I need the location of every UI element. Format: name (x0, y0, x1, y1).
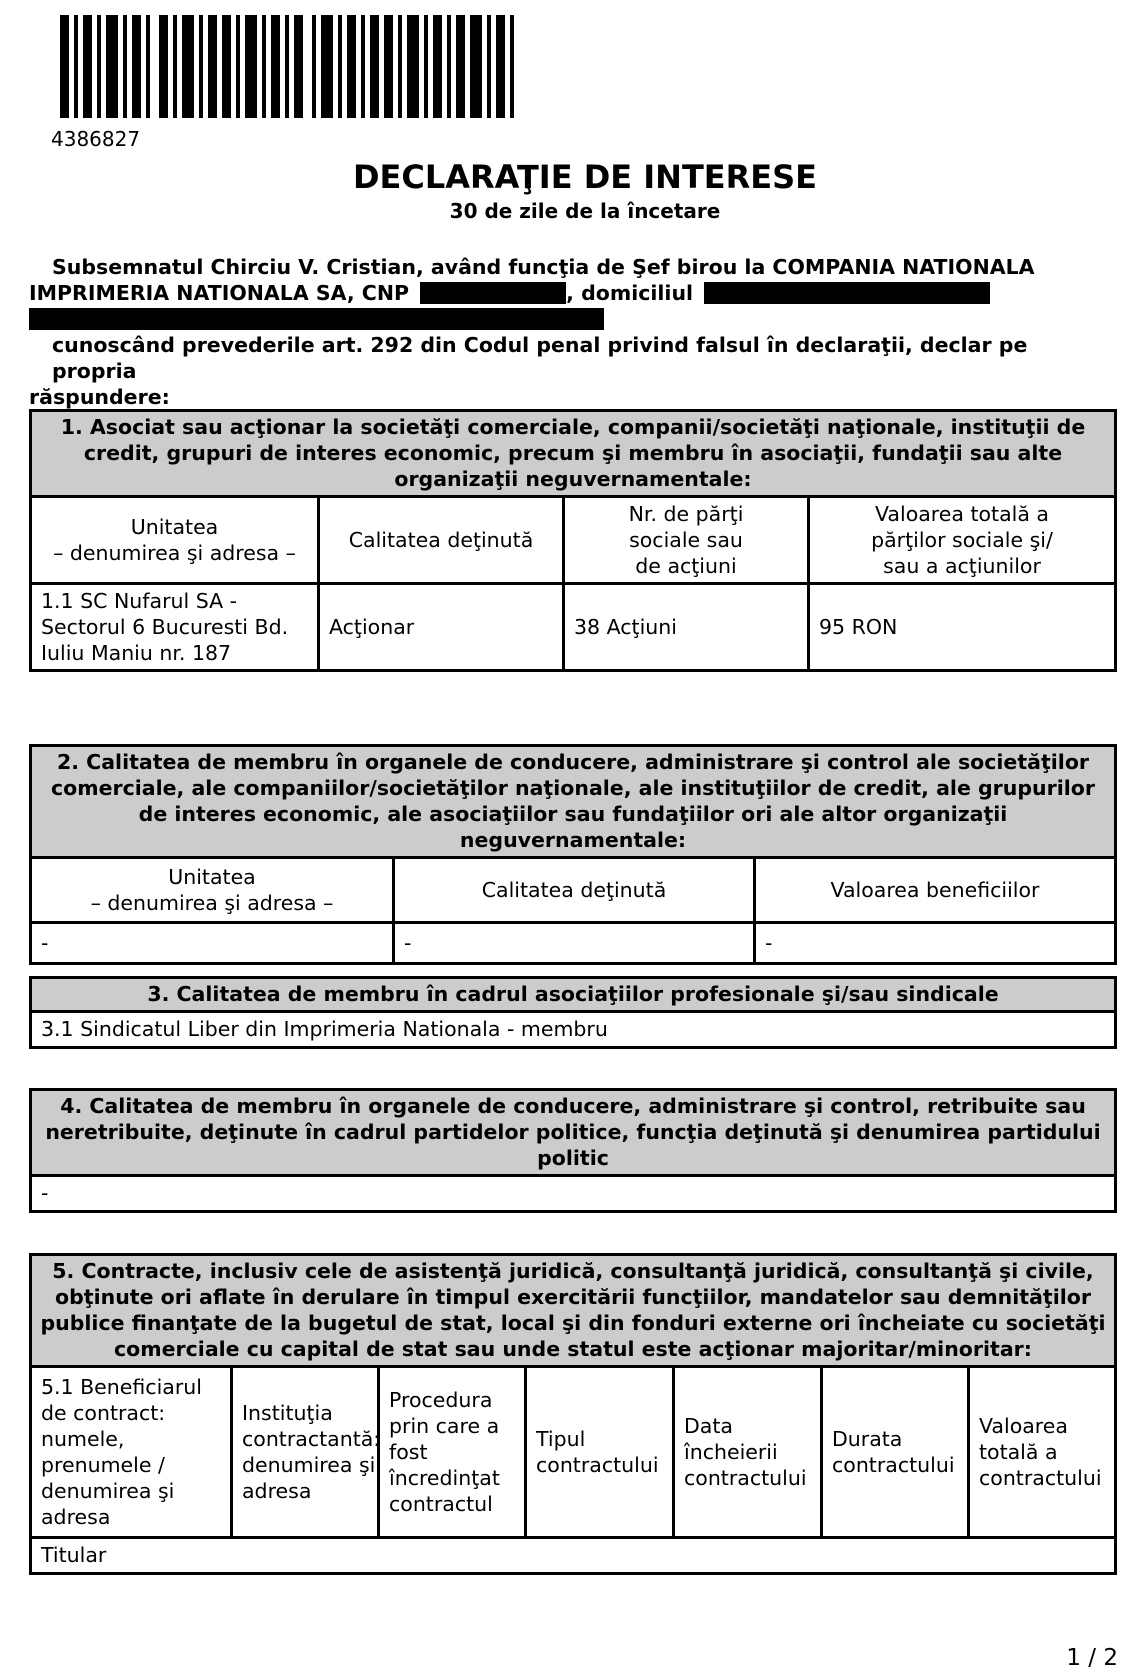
section-5-header: 5. Contracte, inclusiv cele de asistenţă juridică, consultanţă juridică, consultanţă şi civile, obţinute ori aflate în derulare în timpul exercitării funcţiilor, mandatelor sau demnităţilor publice finanţate de la bugetul de stat, local şi din fonduri externe ori încheiate cu societăţi comerciale cu capital de stat sau unde statul este acţionar majoritar/minoritar: (32, 1256, 1114, 1368)
section-3-table (29, 976, 1117, 1049)
section-3-header: 3. Calitatea de membru în cadrul asociaţiilor profesionale şi/sau sindicale (32, 979, 1114, 1013)
section-3-content: 3.1 Sindicatul Liber din Imprimeria Nationala - membru (41, 1017, 608, 1041)
barcode-bar (456, 15, 465, 118)
column-header: Procedura prin care a fost încredinţat contractul (377, 1368, 524, 1536)
barcode-bar (245, 15, 257, 118)
barcode-bar (83, 15, 92, 118)
intro-line-4: cunoscând prevederile art. 292 din Codul penal privind falsul în declaraţii, declar pe propria (52, 333, 1028, 383)
section-1-header: 1. Asociat sau acţionar la societăţi comerciale, companii/societăţi naţionale, instituţii de credit, grupuri de interes economic, precum şi membru în asociaţii, fundaţii sau alte organizaţii neguvernamentale: (32, 412, 1114, 498)
table-cell: 38 Acţiuni (562, 585, 807, 669)
barcode-bar (347, 15, 356, 118)
page-number: 1 / 2 (1066, 1645, 1118, 1671)
barcode-bar (496, 15, 505, 118)
section-5-columns (32, 1368, 1114, 1536)
column-header: 5.1 Beneficiarul de contract: numele, prenumele / denumirea şi adresa (41, 1375, 202, 1529)
redacted-cnp (420, 282, 566, 304)
barcode-bar (106, 15, 118, 118)
section-2-columns (32, 859, 1114, 921)
document-title: DECLARAŢIE DE INTERESE (352, 158, 818, 196)
barcode-bar (370, 15, 379, 118)
barcode-bar (150, 15, 159, 118)
table-cell: 1.1 SC Nufarul SA - Sectorul 6 Bucuresti Bd. Iuliu Maniu nr. 187 (41, 589, 289, 665)
barcode-bar (470, 15, 482, 118)
barcode-bar (303, 15, 312, 118)
intro-line-2b: , domiciliul (566, 281, 694, 305)
barcode (60, 15, 624, 118)
section-5-table (29, 1253, 1117, 1575)
barcode-bar (433, 15, 442, 118)
barcode-bar (321, 15, 333, 118)
barcode-bar (208, 15, 217, 118)
column-header: Durata contractului (820, 1368, 967, 1536)
table-cell: - (392, 924, 753, 962)
column-header: Valoarea totală a părţilor sociale şi/ sau a acţiunilor (807, 498, 1114, 582)
section-4-table (29, 1088, 1117, 1213)
barcode-bar (182, 15, 194, 118)
table-cell: - (753, 924, 1114, 962)
barcode-bar (132, 15, 141, 118)
section-5-footer: Titular (41, 1543, 107, 1567)
column-header: Data încheierii contractului (672, 1368, 820, 1536)
column-header: Calitatea deţinută (392, 859, 753, 921)
intro-line-1: Subsemnatul Chirciu V. Cristian, având funcţia de Şef birou la COMPANIA NATIONALA (52, 255, 1035, 279)
section-1-table (29, 409, 1117, 672)
column-header: Nr. de părţi sociale sau de acţiuni (562, 498, 807, 582)
column-header: Calitatea deţinută (317, 498, 562, 582)
barcode-bar (159, 15, 168, 118)
barcode-bar (271, 15, 280, 118)
barcode-bar (294, 15, 303, 118)
table-cell: - (41, 931, 49, 955)
intro-line-2 (29, 280, 1049, 306)
section-4-content: - (41, 1181, 49, 1205)
table-cell: 95 RON (807, 585, 1114, 669)
column-header: Valoarea beneficiilor (753, 859, 1114, 921)
column-header: Instituţia contractantă: denumirea şi adresa (230, 1368, 377, 1536)
section-5-footer-row (32, 1536, 1114, 1572)
section-2-table (29, 744, 1117, 965)
barcode-bar (384, 15, 393, 118)
column-header: Valoarea totală a contractului (967, 1368, 1114, 1536)
column-header: Unitatea – denumirea şi adresa – (53, 515, 296, 565)
intro-line-5: răspundere: (29, 385, 170, 409)
section-2-header: 2. Calitatea de membru în organele de conducere, administrare şi control ale societăţilor comerciale, ale companiilor/societăţilor naţionale, ale instituţiilor de credit, ale grupurilor de interes economic, ale asociaţiilor sau fundaţiilor ori ale altor organizaţii neguvernamentale: (32, 747, 1114, 859)
document-subtitle: 30 de zile de la încetare (449, 199, 721, 223)
barcode-number: 4386827 (51, 127, 141, 151)
intro-line-3 (29, 306, 1049, 332)
section-1-columns (32, 498, 1114, 582)
redacted-address-2 (29, 308, 604, 330)
declarant-intro (29, 254, 1049, 410)
column-header: Unitatea – denumirea şi adresa – (90, 865, 334, 915)
barcode-bar (514, 15, 519, 118)
barcode-bar (407, 15, 419, 118)
table-row (32, 582, 1114, 669)
table-cell: Acţionar (317, 585, 562, 669)
redacted-address (704, 282, 990, 304)
column-header: Tipul contractului (524, 1368, 672, 1536)
section-4-header: 4. Calitatea de membru în organele de conducere, administrare şi control, retribuite sau neretribuite, deţinute în cadrul partidelor politice, funcţia deţinută şi denumirea partidului politic (32, 1091, 1114, 1177)
intro-line-2a: IMPRIMERIA NATIONALA SA, CNP (29, 281, 410, 305)
table-row (32, 921, 1114, 962)
barcode-bar (60, 15, 69, 118)
barcode-bar (222, 15, 231, 118)
